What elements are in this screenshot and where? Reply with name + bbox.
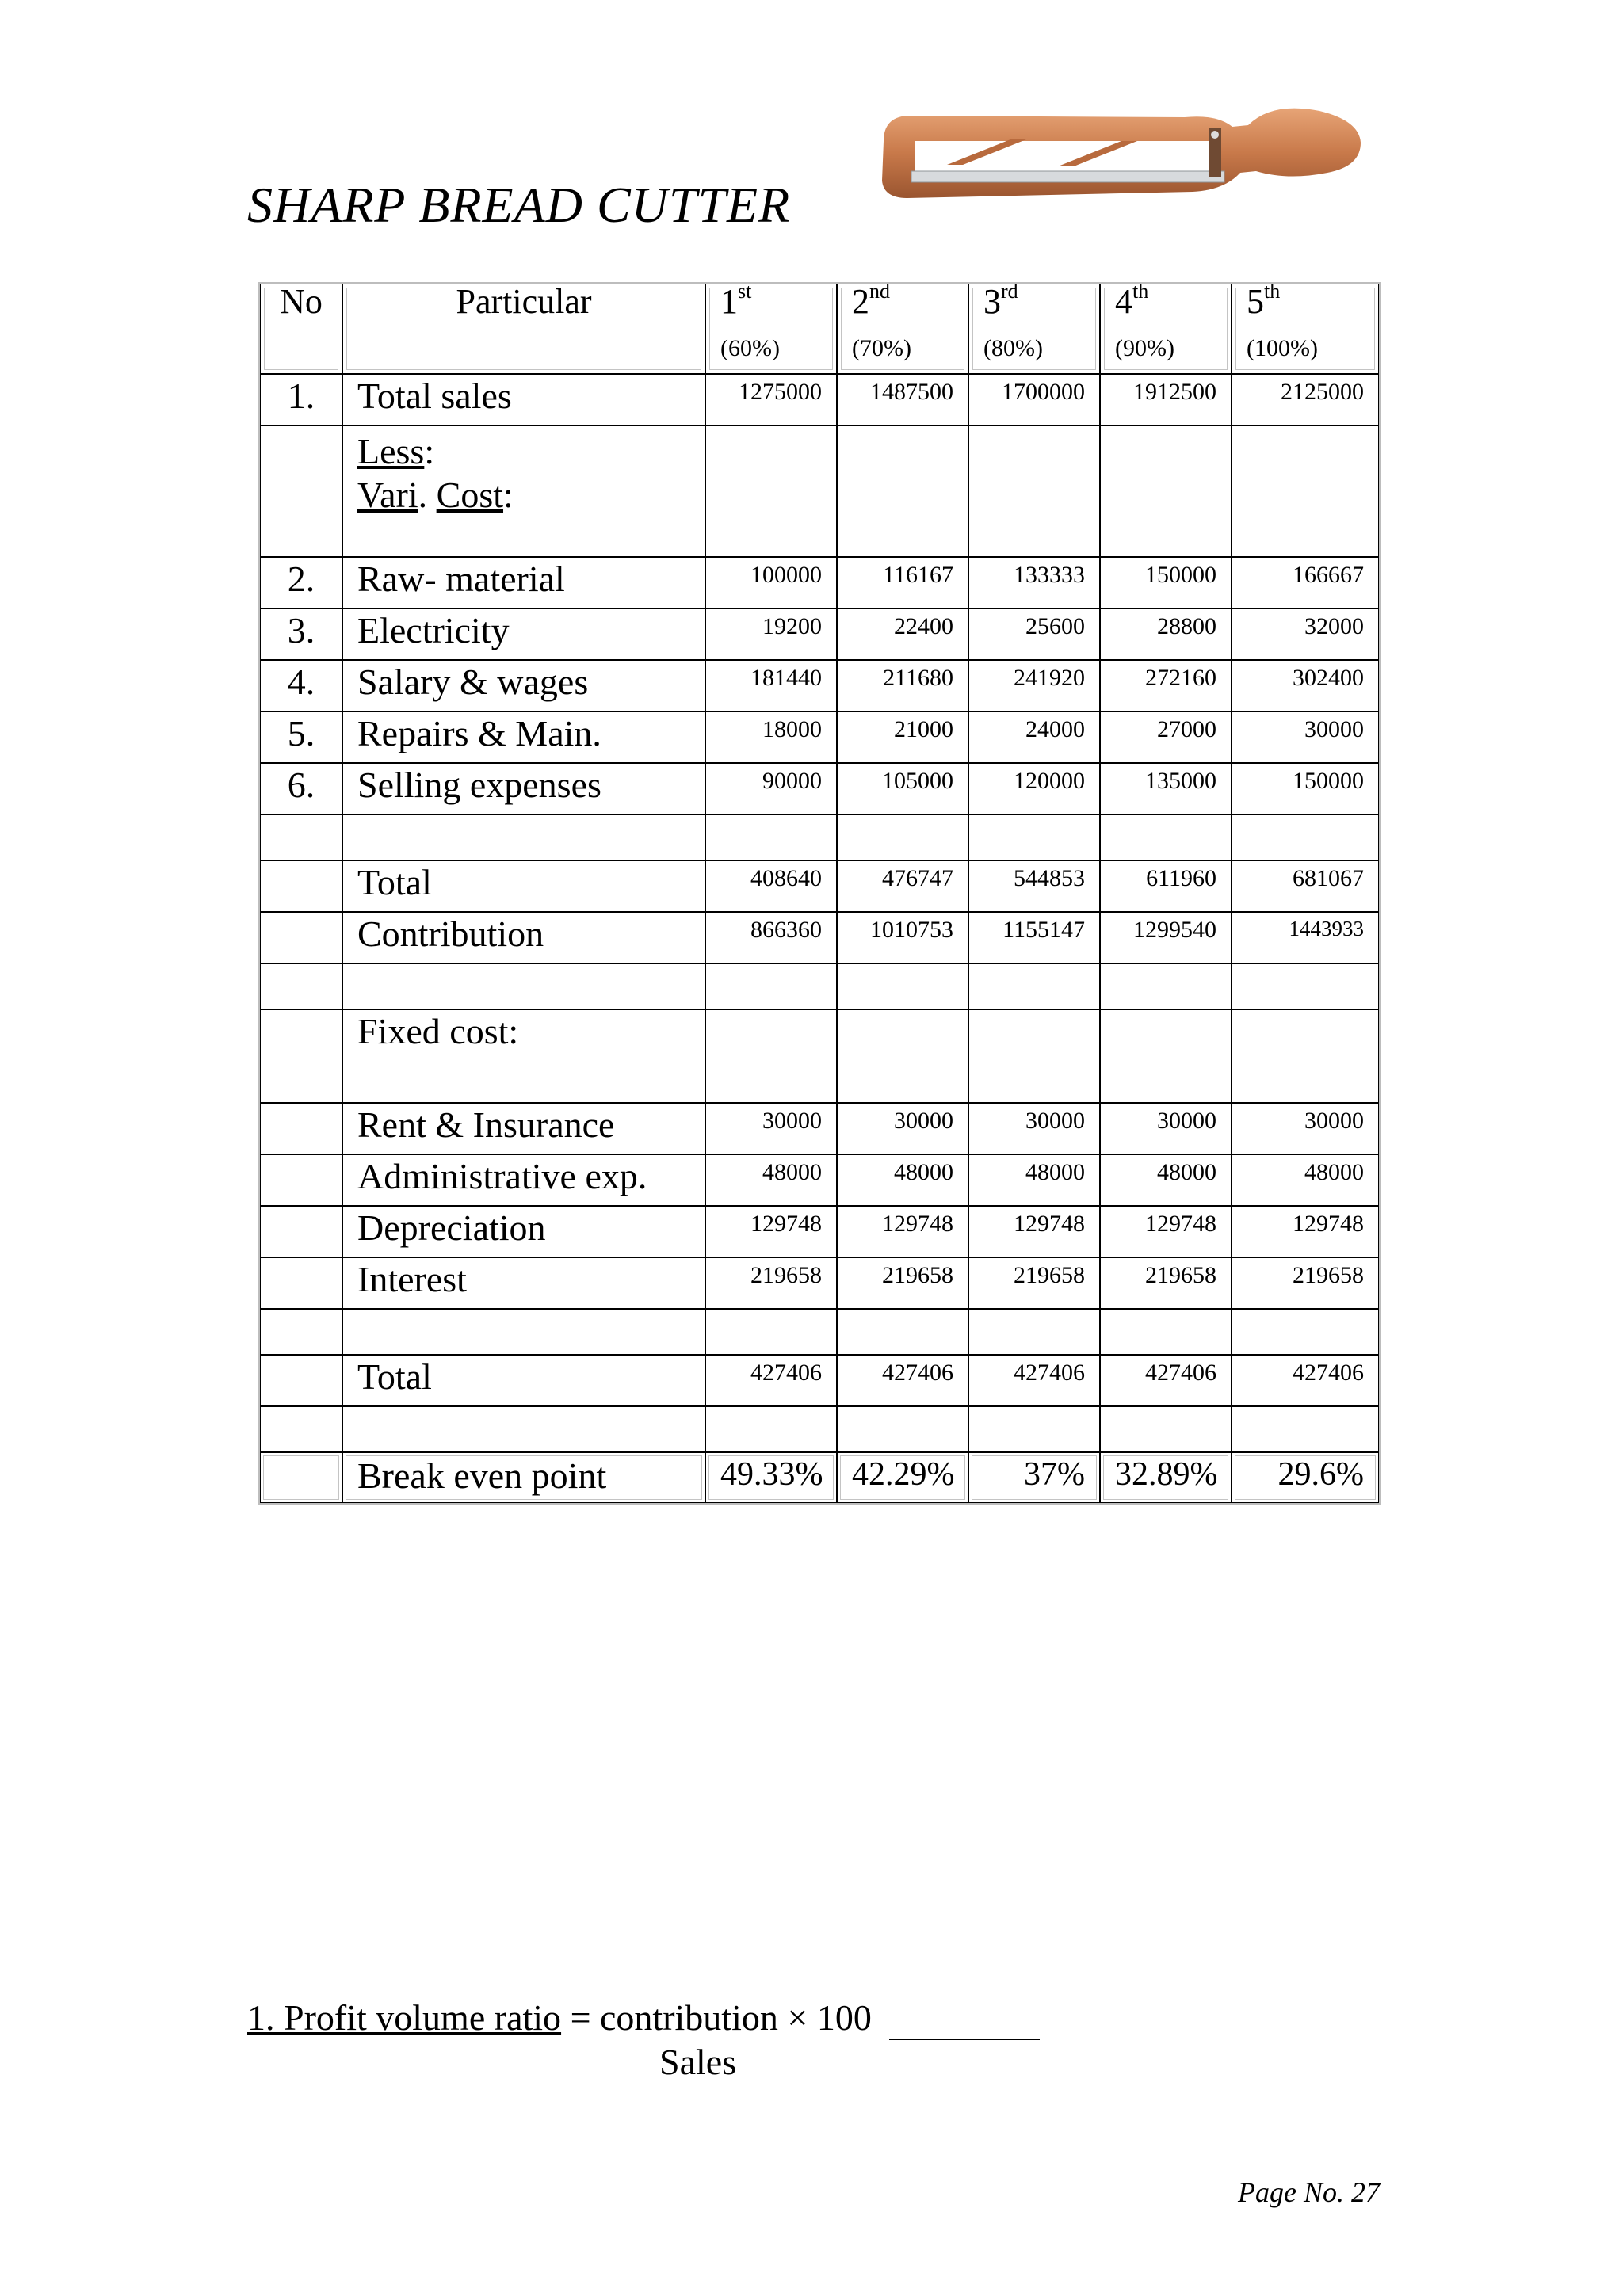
page-title: SHARP BREAD CUTTER xyxy=(247,177,791,233)
header-year-4: 4th (90%) xyxy=(1100,284,1232,374)
table-row-administrative: Administrative exp. 48000 48000 48000 48000 48000 xyxy=(260,1154,1379,1206)
table-row-break-even-point: Break even point 49.33% 42.29% 37% 32.89% 29.6% xyxy=(260,1452,1379,1503)
formula-label: 1. Profit volume ratio xyxy=(247,1997,562,2038)
table-row-fixed-total: Total 427406 427406 427406 427406 427406 xyxy=(260,1355,1379,1406)
less-variable-cost-label: Less: Vari. Cost: xyxy=(342,425,705,557)
fraction-bar xyxy=(889,2039,1040,2040)
table-row-electricity: 3. Electricity 19200 22400 25600 28800 32000 xyxy=(260,608,1379,660)
table-row-interest: Interest 219658 219658 219658 219658 219658 xyxy=(260,1257,1379,1309)
table-row-blank xyxy=(260,1309,1379,1355)
profit-volume-formula: 1. Profit volume ratio = contribution × 100 xyxy=(247,1997,872,2039)
table-row-fixed-cost-heading: Fixed cost: xyxy=(260,1009,1379,1103)
header-no: No xyxy=(260,284,342,374)
table-row-less-variable-cost xyxy=(260,425,1379,557)
formula-denominator: Sales xyxy=(659,2042,737,2082)
header-year-5: 5th (100%) xyxy=(1232,284,1379,374)
table-row-blank xyxy=(260,1406,1379,1452)
header-year-1: 1st (60%) xyxy=(705,284,837,374)
table-row-depreciation: Depreciation 129748 129748 129748 129748 129748 xyxy=(260,1206,1379,1257)
table-header-row xyxy=(260,284,1379,374)
table-row-total-sales: 1. Total sales 1275000 1487500 1700000 1912500 2125000 xyxy=(260,374,1379,425)
header-particular: Particular xyxy=(342,284,705,374)
header-year-2: 2nd (70%) xyxy=(837,284,968,374)
table-row-contribution: Contribution 866360 1010753 1155147 1299540 1443933 xyxy=(260,912,1379,963)
break-even-table xyxy=(258,282,1381,1505)
table-row-repairs: 5. Repairs & Main. 18000 21000 24000 27000 30000 xyxy=(260,711,1379,763)
page-number: Page No. 27 xyxy=(1238,2176,1380,2208)
table-row-salary-wages: 4. Salary & wages 181440 211680 241920 272160 302400 xyxy=(260,660,1379,711)
table-row-rent-insurance: Rent & Insurance 30000 30000 30000 30000 30000 xyxy=(260,1103,1379,1154)
table-row-blank xyxy=(260,814,1379,860)
table-row-raw-material: 2. Raw- material 100000 116167 133333 150000 166667 xyxy=(260,557,1379,608)
table-row-blank xyxy=(260,963,1379,1009)
bread-cutter-image xyxy=(876,93,1367,228)
table-row-variable-total: Total 408640 476747 544853 611960 681067 xyxy=(260,860,1379,912)
header-year-3: 3rd (80%) xyxy=(968,284,1100,374)
table-row-selling-expenses: 6. Selling expenses 90000 105000 120000 135000 150000 xyxy=(260,763,1379,814)
formula-numerator: contribution xyxy=(600,1997,778,2038)
